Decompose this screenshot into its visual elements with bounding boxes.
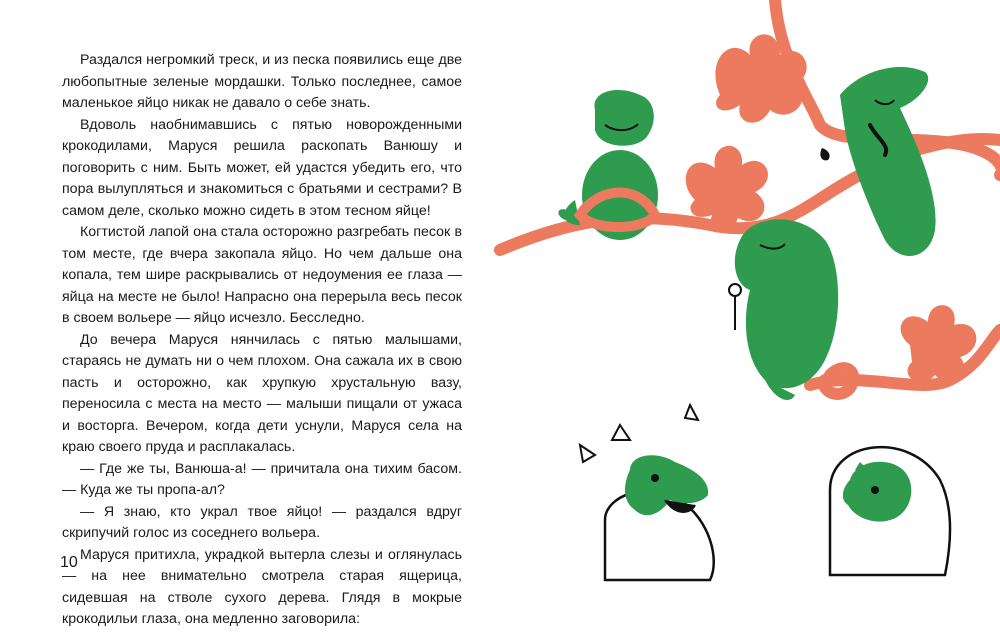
crocodile-illustration	[480, 0, 1000, 632]
flower-crocodile	[729, 219, 838, 400]
sitting-crocodile	[558, 90, 658, 240]
story-text	[62, 50, 462, 631]
paragraph: До вечера Маруся нянчилась с пятью малышами, стараясь не думать ни о чем плохом. Она сажала их в свою пасть и осторожно, как хрупкую хрустальную вазу, переносила с места на место — малыши пищали от ужаса и восторга. Вечером, когда дети уснули, Маруся села на краю своего пруда и расплакалась.	[62, 331, 462, 455]
flower-icon	[729, 284, 741, 296]
paragraph: Маруся притихла, украдкой вытерла слезы и оглянулась — на нее внимательно смотрела старая ящерица, сидевшая на стволе сухого дерева. Глядя в мокрые крокодильи глаза, она медленно заговорила:	[62, 546, 462, 627]
paragraph: Раздался негромкий треск, и из песка появились еще две любопытные зеленые мордашки. Только последнее, самое маленькое яйцо никак не давало о себе знать.	[62, 52, 462, 111]
illustration-svg	[480, 0, 1000, 632]
paragraph: Когтистой лапой она стала осторожно разгребать песок в том месте, где вчера закопала яйцо. Но чем дальше она копала, тем шире раскрывались от недоумения ее глаза — яйца на месте не было! Напрасно она перерыла весь песок в своем вольере — яйцо исчезло. Бесследно.	[62, 224, 462, 326]
page-number: 10	[60, 554, 78, 571]
paragraph: Вдоволь наобнимавшись с пятью новорожденными крокодилами, Маруся решила раскопать Ванюшу и поговорить с ним. Быть может, ей удастся убедить его, что пора вылупляться и знакомиться с братьями и сестрами? В самом деле, сколько можно сидеть в этом тесном яйце!	[62, 116, 462, 219]
paragraph: — Я знаю, кто украл твое яйцо! — раздался вдруг скрипучий голос из соседнего вольера.	[62, 503, 462, 541]
hanging-crocodile	[820, 67, 935, 256]
crocodile-egg-right	[830, 447, 950, 575]
hatching-crocodile-egg-left	[580, 405, 714, 580]
paragraph: — Где же ты, Ванюша-а! — причитала она тихим басом. — Куда же ты пропа-ал?	[62, 460, 462, 498]
leaf-top	[715, 34, 806, 122]
